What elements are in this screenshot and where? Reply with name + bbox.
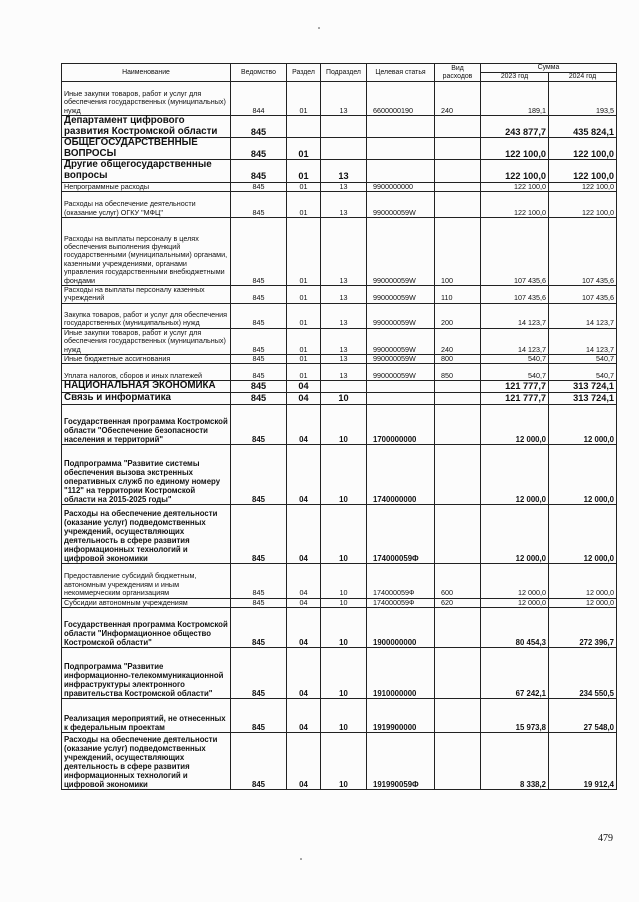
cell-sub: 10 [321,648,367,699]
cell-name: Государственная программа Костромской области "Обеспечение безопасности населения и территорий" [62,404,231,444]
cell-v2024: 122 100,0 [549,138,617,160]
cell-name: Иные закупки товаров, работ и услуг для обеспечения государственных (муниципальных) нужд [62,328,231,354]
cell-name: НАЦИОНАЛЬНАЯ ЭКОНОМИКА [62,381,231,393]
cell-sec: 01 [287,364,321,381]
cell-kind [435,733,481,790]
table-row [62,328,617,354]
cell-v2023: 540,7 [481,355,549,364]
page-number: 479 [598,833,613,844]
cell-dept: 845 [231,444,287,504]
cell-dept: 845 [231,303,287,328]
cell-kind [435,393,481,405]
cell-v2024: 122 100,0 [549,191,617,217]
cell-v2024: 14 123,7 [549,303,617,328]
cell-v2024: 313 724,1 [549,393,617,405]
cell-name: Уплата налогов, сборов и иных платежей [62,364,231,381]
cell-target: 990000059W [367,191,435,217]
cell-v2024: 313 724,1 [549,381,617,393]
cell-kind [435,381,481,393]
cell-v2023: 107 435,6 [481,217,549,285]
cell-name: Расходы на выплаты персоналу казенных учреждений [62,285,231,303]
cell-v2023: 14 123,7 [481,328,549,354]
table-row [62,381,617,393]
table-row [62,191,617,217]
cell-name: Субсидии автономным учреждениям [62,598,231,607]
cell-v2023: 107 435,6 [481,285,549,303]
cell-sub: 10 [321,733,367,790]
cell-sub: 13 [321,355,367,364]
cell-target: 1919900000 [367,699,435,733]
cell-sub: 10 [321,608,367,648]
table-row [62,182,617,191]
cell-v2024: 193,5 [549,82,617,116]
cell-name: Иные закупки товаров, работ и услуг для обеспечения государственных (муниципальных) нужд [62,82,231,116]
table-row [62,138,617,160]
cell-name: Департамент цифрового развития Костромской области [62,116,231,138]
cell-sec: 01 [287,217,321,285]
cell-target: 174000059Ф [367,563,435,598]
cell-kind: 240 [435,328,481,354]
cell-kind: 800 [435,355,481,364]
cell-kind [435,608,481,648]
cell-sec: 04 [287,504,321,563]
cell-dept: 845 [231,364,287,381]
cell-name: Расходы на обеспечение деятельности (оказание услуг) подведомственных учреждений, осуществляющих деятельность в сфере развития информационных технологий и цифровой экономики [62,733,231,790]
table-row [62,160,617,182]
table-row [62,444,617,504]
cell-dept: 845 [231,648,287,699]
table-row [62,404,617,444]
cell-sec: 04 [287,444,321,504]
cell-kind [435,191,481,217]
cell-dept: 845 [231,381,287,393]
cell-sec: 01 [287,182,321,191]
cell-target: 990000059W [367,364,435,381]
cell-sub: 13 [321,364,367,381]
cell-name: Связь и информатика [62,393,231,405]
cell-sub: 13 [321,328,367,354]
cell-v2024: 12 000,0 [549,563,617,598]
table-row [62,598,617,607]
cell-name: Подпрограмма "Развитие системы обеспечения вызова экстренных оперативных служб по единому номеру "112" на территории Костромской области на 2015-2025 годы" [62,444,231,504]
header-kind: Вид расходов [435,64,481,82]
cell-v2023: 12 000,0 [481,404,549,444]
cell-v2023: 243 877,7 [481,116,549,138]
cell-target: 990000059W [367,328,435,354]
table-row [62,217,617,285]
table-row [62,699,617,733]
header-2024: 2024 год [549,73,617,82]
cell-dept: 845 [231,138,287,160]
cell-v2024: 12 000,0 [549,598,617,607]
cell-v2024: 12 000,0 [549,404,617,444]
cell-sub: 10 [321,393,367,405]
cell-kind: 100 [435,217,481,285]
scan-speck [318,27,320,29]
cell-target: 191990059Ф [367,733,435,790]
cell-sub: 10 [321,699,367,733]
cell-sec: 01 [287,355,321,364]
cell-v2024: 19 912,4 [549,733,617,790]
cell-v2023: 121 777,7 [481,381,549,393]
cell-dept: 845 [231,733,287,790]
header-dept: Ведомство [231,64,287,82]
cell-dept: 845 [231,285,287,303]
cell-v2024: 435 824,1 [549,116,617,138]
cell-dept: 845 [231,217,287,285]
cell-v2024: 540,7 [549,355,617,364]
cell-target: 174000059Ф [367,598,435,607]
cell-v2024: 14 123,7 [549,328,617,354]
cell-v2023: 122 100,0 [481,191,549,217]
cell-sub: 13 [321,303,367,328]
cell-v2023: 15 973,8 [481,699,549,733]
cell-sub: 13 [321,191,367,217]
budget-table [61,63,617,790]
cell-v2024: 234 550,5 [549,648,617,699]
cell-target: 990000059W [367,355,435,364]
cell-sub: 13 [321,160,367,182]
table-row [62,563,617,598]
cell-kind: 200 [435,303,481,328]
cell-dept: 845 [231,191,287,217]
cell-name: Предоставление субсидий бюджетным, автономным учреждениям и иным некоммерческим организациям [62,563,231,598]
cell-v2024: 540,7 [549,364,617,381]
cell-sec: 04 [287,608,321,648]
cell-sec: 04 [287,699,321,733]
cell-dept: 845 [231,563,287,598]
cell-dept: 845 [231,504,287,563]
cell-sub: 13 [321,285,367,303]
cell-v2024: 107 435,6 [549,217,617,285]
cell-name: Другие общегосударственные вопросы [62,160,231,182]
cell-target: 990000059W [367,303,435,328]
cell-target: 1910000000 [367,648,435,699]
cell-target [367,160,435,182]
cell-v2024: 27 548,0 [549,699,617,733]
cell-dept: 845 [231,182,287,191]
cell-v2023: 122 100,0 [481,160,549,182]
cell-target [367,381,435,393]
cell-v2023: 122 100,0 [481,138,549,160]
cell-sub: 10 [321,444,367,504]
cell-kind [435,182,481,191]
cell-dept: 845 [231,328,287,354]
cell-name: Расходы на обеспечение деятельности (оказание услуг) подведомственных учреждений, осуществляющих деятельность в сфере развития информационных технологий и цифровой экономики [62,504,231,563]
cell-kind [435,444,481,504]
cell-target: 9900000000 [367,182,435,191]
header-2023: 2023 год [481,73,549,82]
cell-sec: 01 [287,328,321,354]
cell-target: 1900000000 [367,608,435,648]
cell-kind [435,648,481,699]
cell-kind [435,699,481,733]
cell-name: Подпрограмма "Развитие информационно-телекоммуникационной инфраструктуры электронного правительства Костромской области" [62,648,231,699]
header-subsection: Подраздел [321,64,367,82]
cell-name: Иные бюджетные ассигнования [62,355,231,364]
cell-sec: 04 [287,381,321,393]
cell-dept: 845 [231,608,287,648]
cell-v2023: 122 100,0 [481,182,549,191]
cell-v2023: 121 777,7 [481,393,549,405]
cell-sec: 01 [287,138,321,160]
header-target: Целевая статья [367,64,435,82]
cell-sub [321,138,367,160]
table-row [62,364,617,381]
cell-sub: 10 [321,404,367,444]
cell-kind [435,116,481,138]
cell-sub [321,116,367,138]
cell-v2023: 12 000,0 [481,504,549,563]
cell-kind [435,160,481,182]
scan-speck [300,858,302,860]
table-row [62,355,617,364]
cell-v2023: 8 338,2 [481,733,549,790]
cell-sub: 13 [321,82,367,116]
cell-kind: 110 [435,285,481,303]
cell-sub: 13 [321,182,367,191]
cell-kind [435,138,481,160]
cell-dept: 845 [231,355,287,364]
cell-target: 1740000000 [367,444,435,504]
cell-v2023: 12 000,0 [481,563,549,598]
cell-name: Государственная программа Костромской области "Информационное общество Костромской области" [62,608,231,648]
table-row [62,303,617,328]
cell-sec: 04 [287,404,321,444]
cell-dept: 845 [231,116,287,138]
cell-v2023: 12 000,0 [481,598,549,607]
cell-target: 174000059Ф [367,504,435,563]
cell-v2024: 122 100,0 [549,182,617,191]
cell-v2024: 12 000,0 [549,444,617,504]
cell-target: 990000059W [367,217,435,285]
cell-v2023: 12 000,0 [481,444,549,504]
cell-target: 1700000000 [367,404,435,444]
header-name: Наименование [62,64,231,82]
cell-sec: 04 [287,648,321,699]
cell-v2023: 80 454,3 [481,608,549,648]
cell-sec: 01 [287,191,321,217]
cell-name: ОБЩЕГОСУДАРСТВЕННЫЕ ВОПРОСЫ [62,138,231,160]
cell-v2024: 12 000,0 [549,504,617,563]
table-row [62,608,617,648]
table-row [62,733,617,790]
cell-dept: 844 [231,82,287,116]
cell-sub: 10 [321,563,367,598]
cell-dept: 845 [231,598,287,607]
header-section: Раздел [287,64,321,82]
cell-dept: 845 [231,699,287,733]
cell-sec: 04 [287,393,321,405]
cell-sec: 01 [287,160,321,182]
table-row [62,82,617,116]
cell-kind [435,504,481,563]
cell-name: Расходы на выплаты персоналу в целях обеспечения выполнения функций государственными (муниципальными) органами, казенными учреждениями, органами управления государственными внебюджетными фондами [62,217,231,285]
cell-v2023: 14 123,7 [481,303,549,328]
cell-sec: 01 [287,285,321,303]
cell-sub [321,381,367,393]
cell-sec: 04 [287,733,321,790]
cell-kind: 600 [435,563,481,598]
cell-name: Непрограммные расходы [62,182,231,191]
cell-sec: 04 [287,598,321,607]
table-row [62,285,617,303]
table-row [62,393,617,405]
cell-name: Закупка товаров, работ и услуг для обеспечения государственных (муниципальных) нужд [62,303,231,328]
cell-v2023: 540,7 [481,364,549,381]
cell-target [367,116,435,138]
table-row [62,504,617,563]
cell-v2024: 107 435,6 [549,285,617,303]
cell-sub: 13 [321,217,367,285]
header-sum: Сумма [481,64,617,73]
cell-v2024: 272 396,7 [549,608,617,648]
cell-target: 990000059W [367,285,435,303]
cell-name: Реализация мероприятий, не отнесенных к федеральным проектам [62,699,231,733]
cell-sub: 10 [321,504,367,563]
cell-sec: 01 [287,303,321,328]
cell-name: Расходы на обеспечение деятельности (оказание услуг) ОГКУ "МФЦ" [62,191,231,217]
cell-kind: 620 [435,598,481,607]
cell-target [367,393,435,405]
cell-dept: 845 [231,404,287,444]
cell-dept: 845 [231,160,287,182]
cell-kind: 240 [435,82,481,116]
cell-v2023: 67 242,1 [481,648,549,699]
table-row [62,648,617,699]
cell-target [367,138,435,160]
cell-sub: 10 [321,598,367,607]
cell-kind [435,404,481,444]
cell-kind: 850 [435,364,481,381]
cell-v2024: 122 100,0 [549,160,617,182]
table-row [62,116,617,138]
cell-sec: 01 [287,82,321,116]
cell-sec [287,116,321,138]
cell-sec: 04 [287,563,321,598]
cell-dept: 845 [231,393,287,405]
cell-v2023: 189,1 [481,82,549,116]
cell-target: 6600000190 [367,82,435,116]
